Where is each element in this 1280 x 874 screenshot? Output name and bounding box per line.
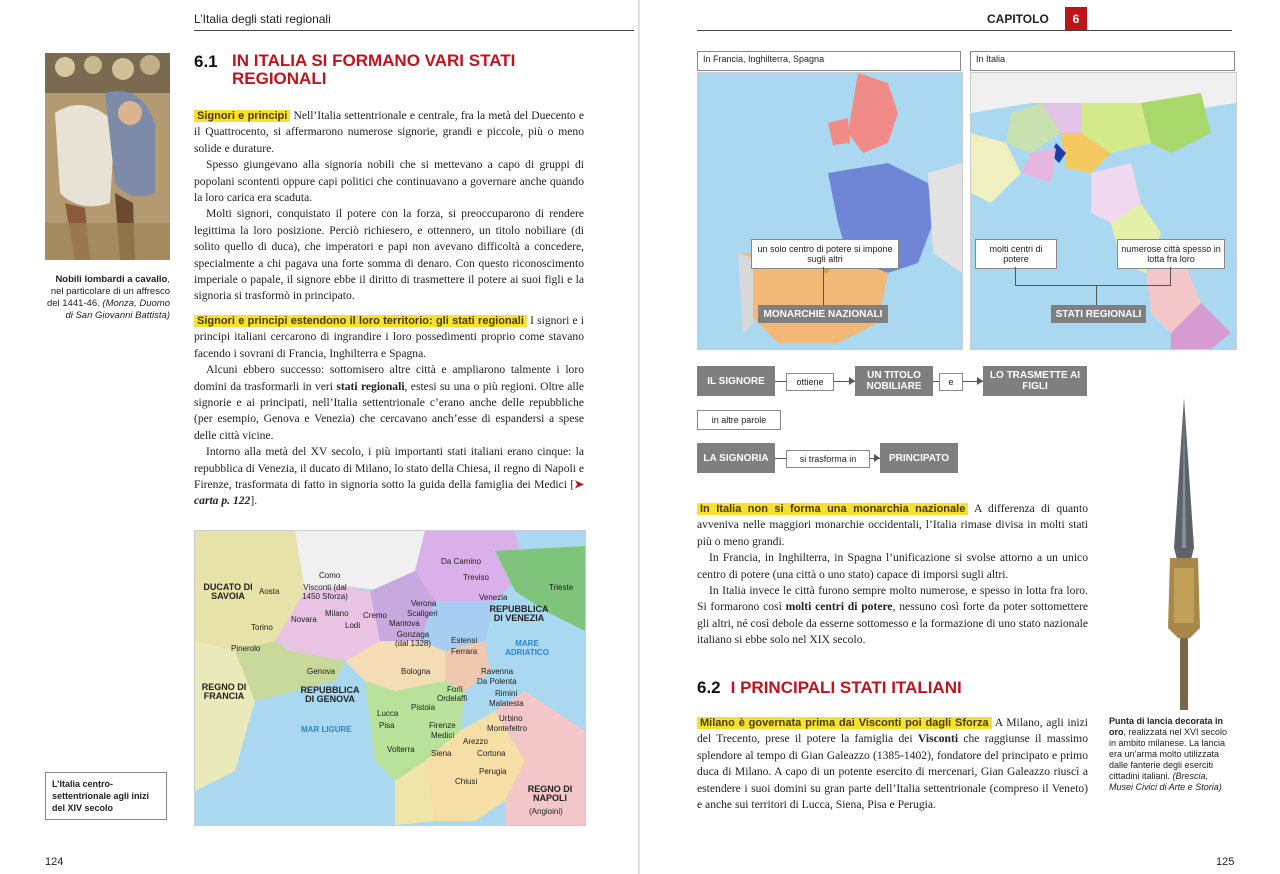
right-page bbox=[640, 0, 1280, 874]
map-label-siena: Siena bbox=[431, 749, 452, 758]
highlight-milano: Milano è governata prima dai Visconti poi dagli Sforza bbox=[697, 717, 992, 729]
chapter-number-badge: 6 bbox=[1065, 7, 1087, 31]
map-label-volterra: Volterra bbox=[387, 745, 415, 754]
map-label-forli: Forlì bbox=[447, 685, 463, 694]
running-head: L’Italia degli stati regionali bbox=[194, 12, 331, 26]
map-label-bologna: Bologna bbox=[401, 667, 431, 676]
map-label-ravenna: Ravenna bbox=[481, 667, 514, 676]
map-label-estensi: Estensi bbox=[451, 636, 478, 645]
flow-ottiene: ottiene bbox=[786, 373, 834, 391]
map-label-torino: Torino bbox=[251, 623, 273, 632]
map-label-firenze: Firenze bbox=[429, 721, 456, 730]
map-label-arezzo: Arezzo bbox=[463, 737, 488, 746]
map2-note2: numerose città spesso in lotta fra loro bbox=[1117, 239, 1225, 269]
map-label-rep-venezia: REPUBBLICA DI VENEZIA bbox=[489, 604, 549, 623]
flow-si-trasforma: si trasforma in bbox=[786, 450, 870, 468]
map-label-montefeltro: Montefeltro bbox=[487, 724, 528, 733]
flow-trasmette: LO TRASMETTE AI FIGLI bbox=[983, 366, 1087, 396]
europe-map bbox=[697, 72, 963, 350]
fresco-caption: Nobili lombardi a cavallo, nel particolare di un affresco del 1441-46. (Monza, Duomo di San Giovanni Battista) bbox=[46, 274, 170, 321]
map-label-scaligeri: Scaligeri bbox=[407, 609, 438, 618]
map-label-napoli: REGNO DI NAPOLI bbox=[527, 784, 573, 803]
left-page bbox=[0, 0, 639, 874]
map-label-treviso: Treviso bbox=[463, 573, 489, 582]
map-label-malatesta: Malatesta bbox=[489, 699, 524, 708]
section-heading-2 bbox=[697, 678, 1088, 698]
map2-title: In Italia bbox=[970, 51, 1235, 71]
spear-image bbox=[1160, 398, 1208, 710]
map-label-pistoia: Pistoia bbox=[411, 703, 436, 712]
right-body-text-bottom: Milano è governata prima dai Visconti poi dagli Sforza A Milano, agli inizi del Trecento, prese il potere la famiglia dei Visconti che raggiunse il massimo splendore al tempo di Gian Galeazzo (1385-1402), fondatore del principato e primo duca di Milano. A capo di un potente esercito di mercenari, Gian Galeazzo riuscì a estendere i suoi domini su gran parte dell’Italia settentrionale (compreso il Veneto) e anche sui territori di Lucca, Siena, Pisa e Perugia. bbox=[697, 716, 1089, 812]
map-label-venezia: Venezia bbox=[479, 593, 508, 602]
map-label-rimini: Rimini bbox=[495, 689, 518, 698]
flow-in-altre-parole: in altre parole bbox=[697, 410, 781, 430]
chapter-label: CAPITOLO bbox=[987, 12, 1049, 26]
map-label-mantova: Mantova bbox=[389, 619, 420, 628]
flow-titolo-nobiliare: UN TITOLO NOBILIARE bbox=[855, 366, 933, 396]
section-title: IN ITALIA SI FORMANO VARI STATI REGIONALI bbox=[232, 51, 516, 88]
page-number-left: 124 bbox=[45, 856, 64, 868]
section-title-2: I PRINCIPALI STATI ITALIANI bbox=[730, 678, 962, 697]
map-label-savoia: DUCATO DI SAVOIA bbox=[203, 582, 253, 601]
map-label-ordelaffi: Ordelaffi bbox=[437, 694, 468, 703]
map-label-novara: Novara bbox=[291, 615, 317, 624]
map-label-como: Como bbox=[319, 571, 341, 580]
map-label-medici: Medici bbox=[431, 731, 455, 740]
section-number-2: 6.2 bbox=[697, 678, 721, 697]
map-label-cortona: Cortona bbox=[477, 749, 506, 758]
map2-note1: molti centri di potere bbox=[975, 239, 1057, 269]
map-label-aosta: Aosta bbox=[259, 587, 280, 596]
left-body-text: Signori e principi Nell’Italia settentrionale e centrale, fra la metà del Duecento e il Quattrocento, si affermarono numerose signorie, grandi e piccole, più o meno solide e durature. Spesso giungevano alla signoria nobili che si mettevano a capo di gruppi di popolani scontenti oppure capi politici che continuavano a governare anche quando la loro carica era scaduta. Molti signori, conquistato il potere con la forza, si preoccuparono di rendere legittima la loro posizione. Perciò richiesero, e ottennero, un titolo nobiliare (di solito quello di duca), che imperatori e papi non avevano difficoltà a concedere, specialmente a chi pagava una forte somma di denaro. Con questo riconoscimento imperiale o papale, il signore ebbe il diritto di trasmettere il potere ai suoi figli e la signoria si trasformò in principato. Signori e principi estendono il loro territorio: gli stati regionali I signori e i principi italiani cercarono di ingrandire i loro possedimenti proprio come stavano facendo i sovrani di Francia, Inghilterra e Spagna. Alcuni ebbero successo: sottomisero altre città e ampliarono talmente i loro domini da trasformarli in veri stati regionali, estesi su una o più regioni. Oltre alle signorie e ai principati, nell’Italia settentrionale c’erano anche delle repubbliche (per esempio, Genova e Venezia) che cercavano anch’esse di espandersi a spese delle città vicine. Intorno alla metà del XV secolo, i più importanti stati italiani erano cinque: la repubblica di Venezia, il ducato di Milano, lo stato della Chiesa, il regno di Napoli e Firenze, trasformata di fatto in signoria sotto la guida della famiglia dei Medici [➤ carta p. 122]. bbox=[194, 109, 585, 508]
map-label-ferrara: Ferrara bbox=[451, 647, 478, 656]
map-label-visconti: Visconti (dal 1450 Sforza) bbox=[302, 583, 348, 601]
map-label-trieste: Trieste bbox=[549, 583, 574, 592]
map-label-lodi: Lodi bbox=[345, 621, 361, 630]
highlight-stati-regionali: Signori e principi estendono il loro territorio: gli stati regionali bbox=[194, 315, 527, 327]
map1-result: MONARCHIE NAZIONALI bbox=[758, 305, 888, 323]
flow-il-signore: IL SIGNORE bbox=[697, 366, 775, 396]
map-label-mar-ligure: MAR LIGURE bbox=[301, 725, 352, 734]
page-number-right: 125 bbox=[1216, 856, 1235, 868]
map-label-mar-adriatico: MARE ADRIATICO bbox=[505, 639, 549, 657]
map-label-chiusi: Chiusi bbox=[455, 777, 478, 786]
highlight-monarchia: In Italia non si forma una monarchia nazionale bbox=[697, 503, 968, 515]
map-label-urbino: Urbino bbox=[499, 714, 523, 723]
map-label-da-polenta: Da Polenta bbox=[477, 677, 517, 686]
flow-principato: PRINCIPATO bbox=[880, 443, 958, 473]
map-caption-box: L’Italia centro-settentrionale agli inizi del XIV secolo bbox=[45, 772, 167, 820]
section-heading bbox=[194, 52, 554, 88]
section-number: 6.1 bbox=[194, 52, 218, 71]
map-label-cremona: Cremo bbox=[363, 611, 388, 620]
map-label-perugia: Perugia bbox=[479, 767, 507, 776]
map-label-pisa: Pisa bbox=[379, 721, 395, 730]
italy-regional-map bbox=[970, 72, 1237, 350]
fresco-image bbox=[45, 53, 170, 260]
map-label-angioini: (Angioini) bbox=[529, 807, 563, 816]
map-label-genova-rep: REPUBBLICA DI GENOVA bbox=[300, 685, 360, 704]
map2-result: STATI REGIONALI bbox=[1051, 305, 1146, 323]
flow-la-signoria: LA SIGNORIA bbox=[697, 443, 775, 473]
map-reference-link[interactable]: carta p. 122 bbox=[194, 494, 251, 508]
right-body-text-top: In Italia non si forma una monarchia nazionale A differenza di quanto avveniva nelle maggiori monarchie occidentali, l’Italia rimase divisa in molti stati più o meno grandi. In Francia, in Inghilterra, in Spagna l’unificazione si svolse attorno a un unico centro di potere (una città o uno stato) capace di imporsi sugli altri. In Italia invece le città furono sempre molto numerose, e spesso in lotta fra loro. Si formarono così molti centri di potere, nessuno così forte da poter sottomettere gli altri, né così debole da esserne sottomesso e la formazione di uno stato nazionale italiano si ebbe solo nel XIX secolo. bbox=[697, 502, 1088, 647]
map1-note: un solo centro di potere si impone sugli altri bbox=[751, 239, 899, 269]
spear-caption: Punta di lancia decorata in oro, realizzata nel XVI secolo in ambito milanese. La lancia era un’arma molto utilizzata dalle fanterie degli eserciti cittadini italiani. (Brescia, Musei Civici di Arte e Storia) bbox=[1109, 716, 1228, 792]
highlight-signori: Signori e principi bbox=[194, 110, 290, 122]
map-label-gonzaga: Gonzaga (dal 1328) bbox=[394, 630, 432, 648]
map-label-da-camino: Da Camino bbox=[441, 557, 482, 566]
map-label-pinerolo: Pinerolo bbox=[231, 644, 261, 653]
map1-title: In Francia, Inghilterra, Spagna bbox=[697, 51, 961, 71]
flow-e: e bbox=[939, 373, 963, 391]
map-label-lucca: Lucca bbox=[377, 709, 399, 718]
header-rule-right bbox=[697, 30, 1232, 31]
map-label-francia: REGNO DI FRANCIA bbox=[201, 682, 247, 701]
italy-14th-century-map bbox=[194, 530, 586, 826]
map-label-genova-city: Genova bbox=[307, 667, 336, 676]
header-rule bbox=[194, 30, 634, 31]
map-label-verona: Verona bbox=[411, 599, 437, 608]
map-label-milano: Milano bbox=[325, 609, 349, 618]
